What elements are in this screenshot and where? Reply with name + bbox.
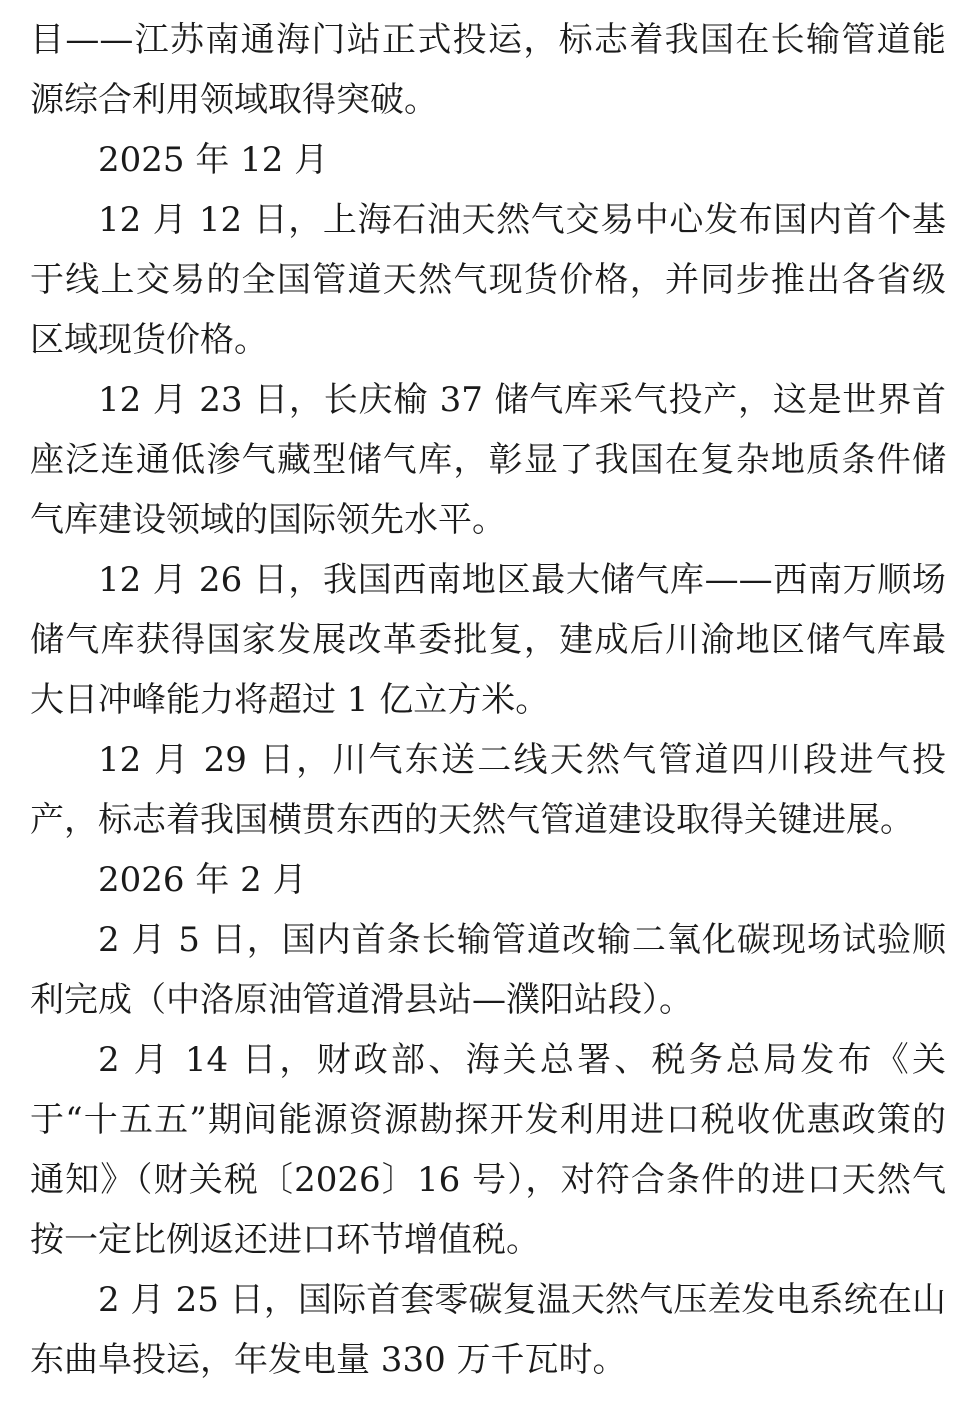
paragraph-feb-05: 2 月 5 日，国内首条长输管道改输二氧化碳现场试验顺利完成（中洛原油管道滑县站—濮阳站段）。 bbox=[30, 920, 946, 1020]
paragraph-dec-12: 12 月 12 日，上海石油天然气交易中心发布国内首个基于线上交易的全国管道天然气现货价格，并同步推出各省级区域现货价格。 bbox=[30, 200, 946, 360]
paragraph-dec-26: 12 月 26 日，我国西南地区最大储气库——西南万顺场储气库获得国家发展改革委批复，建成后川渝地区储气库最大日冲峰能力将超过 1 亿立方米。 bbox=[30, 560, 946, 720]
paragraph-dec-23: 12 月 23 日，长庆榆 37 储气库采气投产，这是世界首座泛连通低渗气藏型储气库，彰显了我国在复杂地质条件储气库建设领域的国际领先水平。 bbox=[30, 380, 946, 540]
paragraph-feb-25: 2 月 25 日，国际首套零碳复温天然气压差发电系统在山东曲阜投运，年发电量 330 万千瓦时。 bbox=[30, 1280, 946, 1380]
paragraph-continuation: 目——江苏南通海门站正式投运，标志着我国在长输管道能源综合利用领域取得突破。 bbox=[30, 20, 946, 120]
paragraph-feb-14: 2 月 14 日，财政部、海关总署、税务总局发布《关于“十五五”期间能源资源勘探开发利用进口税收优惠政策的通知》（财关税〔2026〕16 号），对符合条件的进口天然气按一定比例返还进口环节增值税。 bbox=[30, 1040, 946, 1260]
section-heading-2025-12: 2025 年 12 月 bbox=[98, 140, 329, 180]
section-heading-2026-02: 2026 年 2 月 bbox=[98, 860, 307, 900]
document-page bbox=[30, 10, 946, 1390]
paragraph-dec-29: 12 月 29 日，川气东送二线天然气管道四川段进气投产，标志着我国横贯东西的天然气管道建设取得关键进展。 bbox=[30, 740, 946, 840]
